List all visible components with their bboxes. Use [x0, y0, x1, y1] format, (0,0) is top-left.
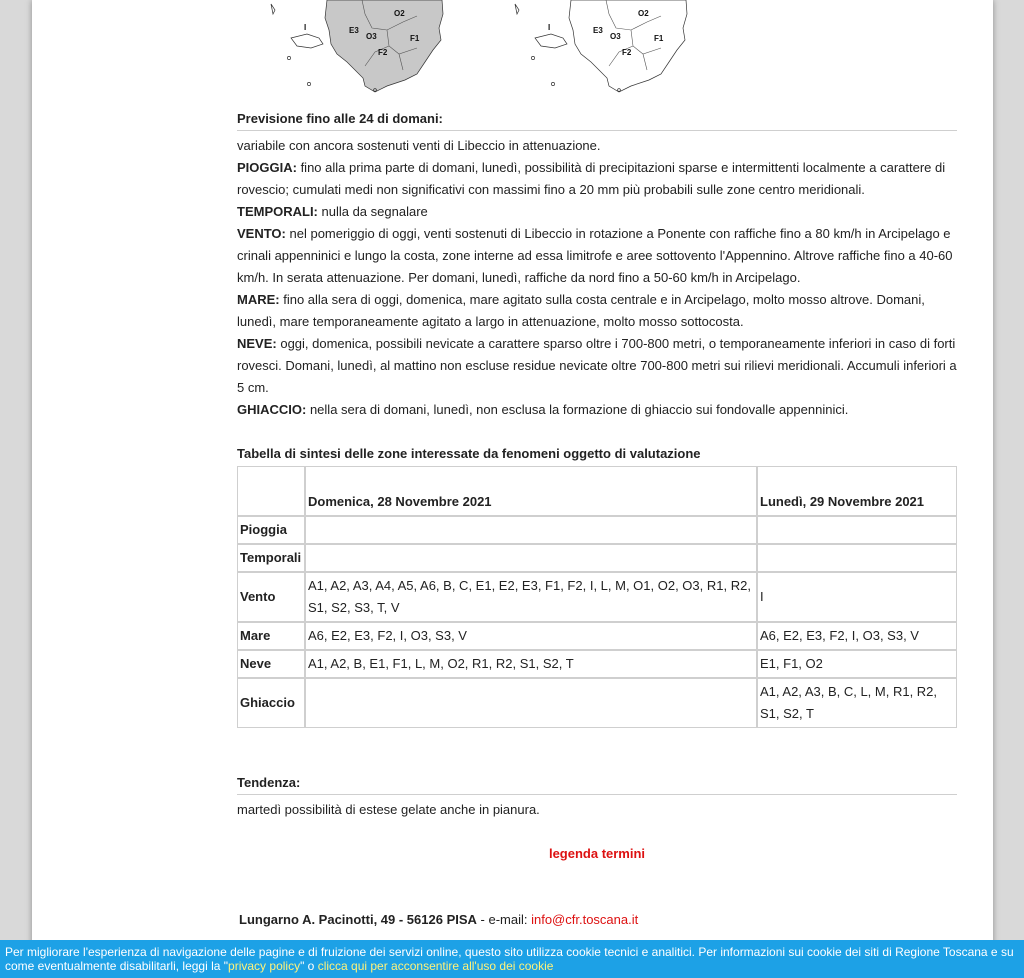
table-header-day2: Lunedì, 29 Novembre 2021 — [757, 466, 957, 516]
row-label: Neve — [237, 650, 305, 678]
row-label: Vento — [237, 572, 305, 622]
forecast-ice — [237, 399, 957, 421]
map-tomorrow — [511, 0, 711, 96]
map-label-o3: O3 — [366, 32, 377, 41]
map-label-f2: F2 — [378, 48, 388, 57]
summary-table — [237, 466, 957, 728]
footer-address — [239, 912, 638, 927]
table-header-row — [237, 466, 957, 516]
row-day1 — [305, 516, 757, 544]
cookie-text: Per migliorare l'esperienza di navigazione delle pagine e di fruizione dei servizi online, questo sito utilizza cookie tecnici e analitici. Per informazioni sui cookie dei siti di Regione Toscana e su come eventualmente disabilitarli, leggi la " — [5, 945, 1014, 973]
email-link[interactable]: info@cfr.toscana.it — [531, 912, 639, 927]
map-label-e3: E3 — [593, 26, 603, 35]
table-row — [237, 678, 957, 728]
accept-cookies-link[interactable]: clicca qui per acconsentire all'uso dei cookie — [317, 959, 554, 973]
ice-label: GHIACCIO: — [237, 402, 307, 417]
row-day1: A6, E2, E3, F2, I, O3, S3, V — [305, 622, 757, 650]
forecast-storms — [237, 201, 957, 223]
snow-text: oggi, domenica, possibili nevicate a carattere sparso oltre i 700-800 metri, o temporaneamente inferiori in caso di forti rovesci. Domani, lunedì, al mattino non escluse residue nevicate oltre 700-800 metri sui rilievi meridionali. Accumuli inferiori a 5 cm. — [237, 336, 957, 395]
row-label: Ghiaccio — [237, 678, 305, 728]
row-day2 — [757, 516, 957, 544]
row-day2: E1, F1, O2 — [757, 650, 957, 678]
wind-label: VENTO: — [237, 226, 286, 241]
wind-text: nel pomeriggio di oggi, venti sostenuti di Libeccio in rotazione a Ponente con raffiche fino a 80 km/h in Arcipelago e crinali appenninici e lungo la costa, zone interne ad essa limitrofe e aree sottovento l'Appennino. Altrove raffiche fino a 40-60 km/h. In serata attenuazione. Per domani, lunedì, raffiche da nord fino a 50-60 km/h in Arcipelago. — [237, 226, 953, 285]
cookie-banner — [0, 940, 1024, 978]
row-label: Pioggia — [237, 516, 305, 544]
map-label-e3: E3 — [349, 26, 359, 35]
tendency-text: martedì possibilità di estese gelate anche in pianura. — [237, 802, 540, 817]
map-label-o2: O2 — [638, 9, 649, 18]
map-label-o2: O2 — [394, 9, 405, 18]
row-day2: A1, A2, A3, B, C, L, M, R1, R2, S1, S2, T — [757, 678, 957, 728]
row-label: Temporali — [237, 544, 305, 572]
row-day2: I — [757, 572, 957, 622]
map-today — [267, 0, 467, 96]
row-day2: A6, E2, E3, F2, I, O3, S3, V — [757, 622, 957, 650]
table-row — [237, 544, 957, 572]
row-day1 — [305, 544, 757, 572]
forecast-summary: variabile con ancora sostenuti venti di Libeccio in attenuazione. — [237, 138, 601, 153]
map-label-f1: F1 — [410, 34, 420, 43]
row-day1: A1, A2, A3, A4, A5, A6, B, C, E1, E2, E3, F1, F2, I, L, M, O1, O2, O3, R1, R2, S1, S2, S3, T, V — [305, 572, 757, 622]
rain-label: PIOGGIA: — [237, 160, 297, 175]
table-row — [237, 650, 957, 678]
row-label: Mare — [237, 622, 305, 650]
forecast-title: Previsione fino alle 24 di domani: — [237, 111, 957, 131]
storms-label: TEMPORALI: — [237, 204, 318, 219]
table-header-empty — [237, 466, 305, 516]
table-row — [237, 572, 957, 622]
map-label-f2: F2 — [622, 48, 632, 57]
forecast-sea — [237, 289, 957, 333]
row-day2 — [757, 544, 957, 572]
table-row — [237, 622, 957, 650]
map-label-i: I — [304, 23, 307, 32]
tendency-title: Tendenza: — [237, 775, 957, 795]
page-container — [32, 0, 993, 978]
row-day1 — [305, 678, 757, 728]
email-label: - e-mail: — [476, 912, 532, 927]
address-text: Lungarno A. Pacinotti, 49 - 56126 PISA — [239, 912, 477, 927]
maps-area — [267, 0, 737, 96]
table-row — [237, 516, 957, 544]
map-label-f1: F1 — [654, 34, 664, 43]
sea-label: MARE: — [237, 292, 280, 307]
table-header-day1: Domenica, 28 Novembre 2021 — [305, 466, 757, 516]
rain-text: fino alla prima parte di domani, lunedì, possibilità di precipitazioni sparse e intermittenti localmente a carattere di rovescio; cumulati medi non significativi con massimi fino a 20 mm più probabili sulle zone centro meridionali. — [237, 160, 946, 197]
row-day1: A1, A2, B, E1, F1, L, M, O2, R1, R2, S1, S2, T — [305, 650, 757, 678]
sea-text: fino alla sera di oggi, domenica, mare agitato sulla costa centrale e in Arcipelago, molto mosso altrove. Domani, lunedì, mare temporaneamente agitato a largo in attenuazione, molto mosso sottocosta. — [237, 292, 925, 329]
cookie-text-2: " o — [300, 959, 318, 973]
map-label-i: I — [548, 23, 551, 32]
privacy-policy-link[interactable]: privacy policy — [228, 959, 301, 973]
forecast-rain — [237, 157, 957, 201]
ice-text: nella sera di domani, lunedì, non esclusa la formazione di ghiaccio sui fondovalle appenninici. — [306, 402, 849, 417]
forecast-snow — [237, 333, 957, 399]
storms-text: nulla da segnalare — [317, 204, 428, 219]
snow-label: NEVE: — [237, 336, 277, 351]
table-title: Tabella di sintesi delle zone interessate da fenomeni oggetto di valutazione — [237, 446, 701, 461]
map-label-o3: O3 — [610, 32, 621, 41]
forecast-wind — [237, 223, 957, 289]
legend-link[interactable]: legenda termini — [548, 846, 646, 861]
